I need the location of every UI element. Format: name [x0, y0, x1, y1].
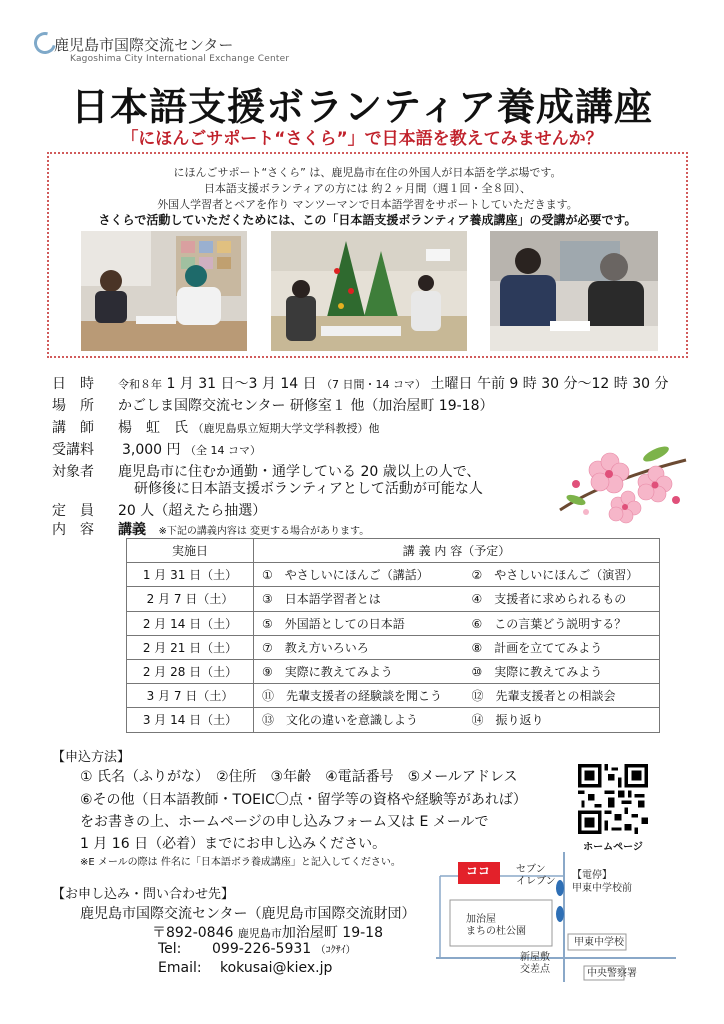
table-header-row: [127, 539, 660, 563]
qr-caption: ホームページ: [583, 842, 643, 853]
org-name-jp: 鹿児島市国際交流センター: [54, 36, 234, 54]
contact-postal: 〒892-0846: [152, 925, 234, 941]
capacity-label: 定 員: [52, 503, 94, 519]
intro-line-1: にほんごサポート“さくら” は、鹿児島市在住の外国人が日本語を学ぶ場です。: [173, 166, 562, 179]
table-row: [127, 708, 660, 732]
lecture-cell-left: ⑪ 先輩支援者の経験談を聞こう: [254, 684, 464, 708]
lecture-cell-right: ⑥ この言葉どう説明する？: [464, 611, 660, 635]
map-school: 甲東中学校: [574, 937, 624, 948]
map-tram-stop: 甲東中学校前: [572, 883, 632, 894]
target-label: 対象者: [52, 464, 94, 480]
contact-city: 鹿児島市: [237, 927, 282, 940]
schedule-date-cell: 2 月 21 日（土）: [127, 635, 254, 659]
sakura-illustration: [556, 440, 690, 526]
table-row: [127, 563, 660, 587]
intro-line-3: 外国人学習者とペアを作り マンツーマンで日本語学習をサポートしていただきます。: [157, 198, 578, 211]
access-map: [436, 852, 676, 982]
contact-tel-number: 099-226-5931: [212, 941, 312, 957]
map-seven-eleven: セブン イレブン: [516, 864, 556, 887]
contact-heading: 【お申し込み・問い合わせ先】: [52, 887, 235, 902]
apply-line-1: ① 氏名（ふりがな） ②住所 ③年齢 ④電話番号 ⑤メールアドレス: [80, 769, 518, 785]
apply-line-4: 1 月 16 日（必着）までにお申し込みください。: [80, 836, 387, 852]
lecture-cell-right: ② やさしいにほんご（演習）: [464, 563, 660, 587]
content-type: 講義: [118, 522, 146, 538]
contact-email-label: Email:: [158, 960, 202, 976]
target-line-1: 鹿児島市に住むか通勤・通学している 20 歳以上の人で、: [118, 464, 481, 480]
photo-classroom-3: [490, 231, 658, 351]
date-rest: 土曜日 午前 9 時 30 分～12 時 30 分: [430, 376, 669, 392]
content-value: [118, 519, 369, 539]
map-crossing: 新屋敷 交差点: [520, 952, 550, 975]
page-title: 日本語支援ボランティア養成講座: [71, 85, 653, 129]
lecturer-affiliation: （鹿児島県立短期大学文学科教授）他: [192, 422, 380, 435]
page-subtitle: 「にほんごサポート“さくら”」で日本語を教えてみませんか？: [121, 129, 603, 149]
fee-note: （全 14 コマ）: [184, 444, 261, 457]
intro-box: [47, 152, 688, 358]
date-main: 1 月 31 日～3 月 14 日: [166, 376, 317, 392]
schedule-date-cell: 1 月 31 日（土）: [127, 563, 254, 587]
fee-label: 受講料: [52, 442, 94, 458]
lecture-cell-right: ④ 支援者に求められるもの: [464, 587, 660, 611]
table-row: [127, 684, 660, 708]
table-row: [127, 635, 660, 659]
qr-code[interactable]: [578, 764, 648, 834]
target-line-2: 研修後に日本語支援ボランティアとして活動が可能な人: [134, 481, 483, 497]
lecturer-label: 講 師: [52, 420, 94, 436]
map-tram-label: 【電停】: [572, 870, 612, 881]
schedule-date-cell: 2 月 28 日（土）: [127, 659, 254, 683]
apply-line-2: ⑥その他（日本語教師・TOEIC〇点・留学等の資格や経験等があれば）: [80, 792, 527, 808]
lecture-cell-left: ⑤ 外国語としての日本語: [254, 611, 464, 635]
contact-tel-note: （ｺｸｻｲ）: [315, 945, 356, 956]
org-logo: [34, 30, 290, 70]
lecturer-name: 楊 虹 氏: [118, 420, 188, 436]
map-park: 加治屋 まちの杜公園: [466, 914, 526, 937]
lecture-cell-right: ⑩ 実際に教えてみよう: [464, 659, 660, 683]
contact-tel: [212, 941, 356, 957]
photo-classroom-1: [81, 231, 247, 351]
fee-amount: 3,000 円: [122, 442, 181, 458]
lecture-cell-right: ⑭ 振り返り: [464, 708, 660, 732]
intro-line-4: さくらで活動していただくためには、この「日本語支援ボランティア養成講座」の受講が必要です。: [98, 213, 637, 227]
lecture-cell-left: ⑦ 教え方いろいろ: [254, 635, 464, 659]
contact-address: [152, 922, 383, 942]
apply-heading: 【申込方法】: [52, 750, 131, 765]
lecture-cell-left: ⑬ 文化の違いを意識しよう: [254, 708, 464, 732]
schedule-date-cell: 2 月 7 日（土）: [127, 587, 254, 611]
table-row: [127, 587, 660, 611]
content-note: ※下記の講義内容は 変更する場合があります。: [158, 526, 370, 537]
schedule-date-cell: 3 月 7 日（土）: [127, 684, 254, 708]
table-row: [127, 659, 660, 683]
schedule-date-cell: 2 月 14 日（土）: [127, 611, 254, 635]
map-police: 中央警察署: [587, 968, 637, 979]
contact-tel-label: Tel:: [158, 941, 182, 957]
header-content: 講 義 内 容（予定）: [254, 539, 660, 563]
table-row: [127, 611, 660, 635]
lecture-cell-right: ⑫ 先輩支援者との相談会: [464, 684, 660, 708]
lecturer-value: [118, 417, 379, 437]
place-value: かごしま国際交流センター 研修室１ 他（加治屋町 19-18）: [118, 398, 494, 414]
lecture-cell-left: ③ 日本語学習者とは: [254, 587, 464, 611]
header-date: 実施日: [127, 539, 254, 563]
contact-email[interactable]: kokusai@kiex.jp: [220, 960, 333, 976]
date-prefix: 令和８年: [118, 378, 162, 391]
apply-line-3: をお書きの上、ホームページの申し込みフォーム又は E メールで: [80, 814, 489, 830]
schedule-date-cell: 3 月 14 日（土）: [127, 708, 254, 732]
schedule-table: [126, 538, 660, 733]
org-name-en: Kagoshima City International Exchange Center: [70, 54, 290, 64]
lecture-cell-right: ⑧ 計画を立ててみよう: [464, 635, 660, 659]
lecture-cell-left: ⑨ 実際に教えてみよう: [254, 659, 464, 683]
intro-line-2: 日本語支援ボランティアの方には 約２ヶ月間（週１回・全８回）、: [203, 182, 532, 195]
capacity-value: 20 人（超えたら抽選）: [118, 503, 267, 519]
fee-value: [122, 439, 261, 459]
contact-org: 鹿児島市国際交流センター（鹿児島市国際交流財団）: [80, 906, 416, 922]
content-label: 内 容: [52, 522, 94, 538]
contact-street: 加治屋町 19-18: [281, 925, 383, 941]
place-label: 場 所: [52, 398, 94, 414]
lecture-cell-left: ① やさしいにほんご（講話）: [254, 563, 464, 587]
date-value: [118, 373, 668, 393]
apply-note: ※E メールの際は 件名に「日本語ボラ養成講座」と記入してください。: [80, 857, 401, 868]
date-label: 日 時: [52, 376, 94, 392]
map-here-label: ココ: [466, 864, 491, 878]
date-paren: （7 日間・14 コマ）: [321, 378, 427, 391]
photo-classroom-2: [271, 231, 467, 351]
